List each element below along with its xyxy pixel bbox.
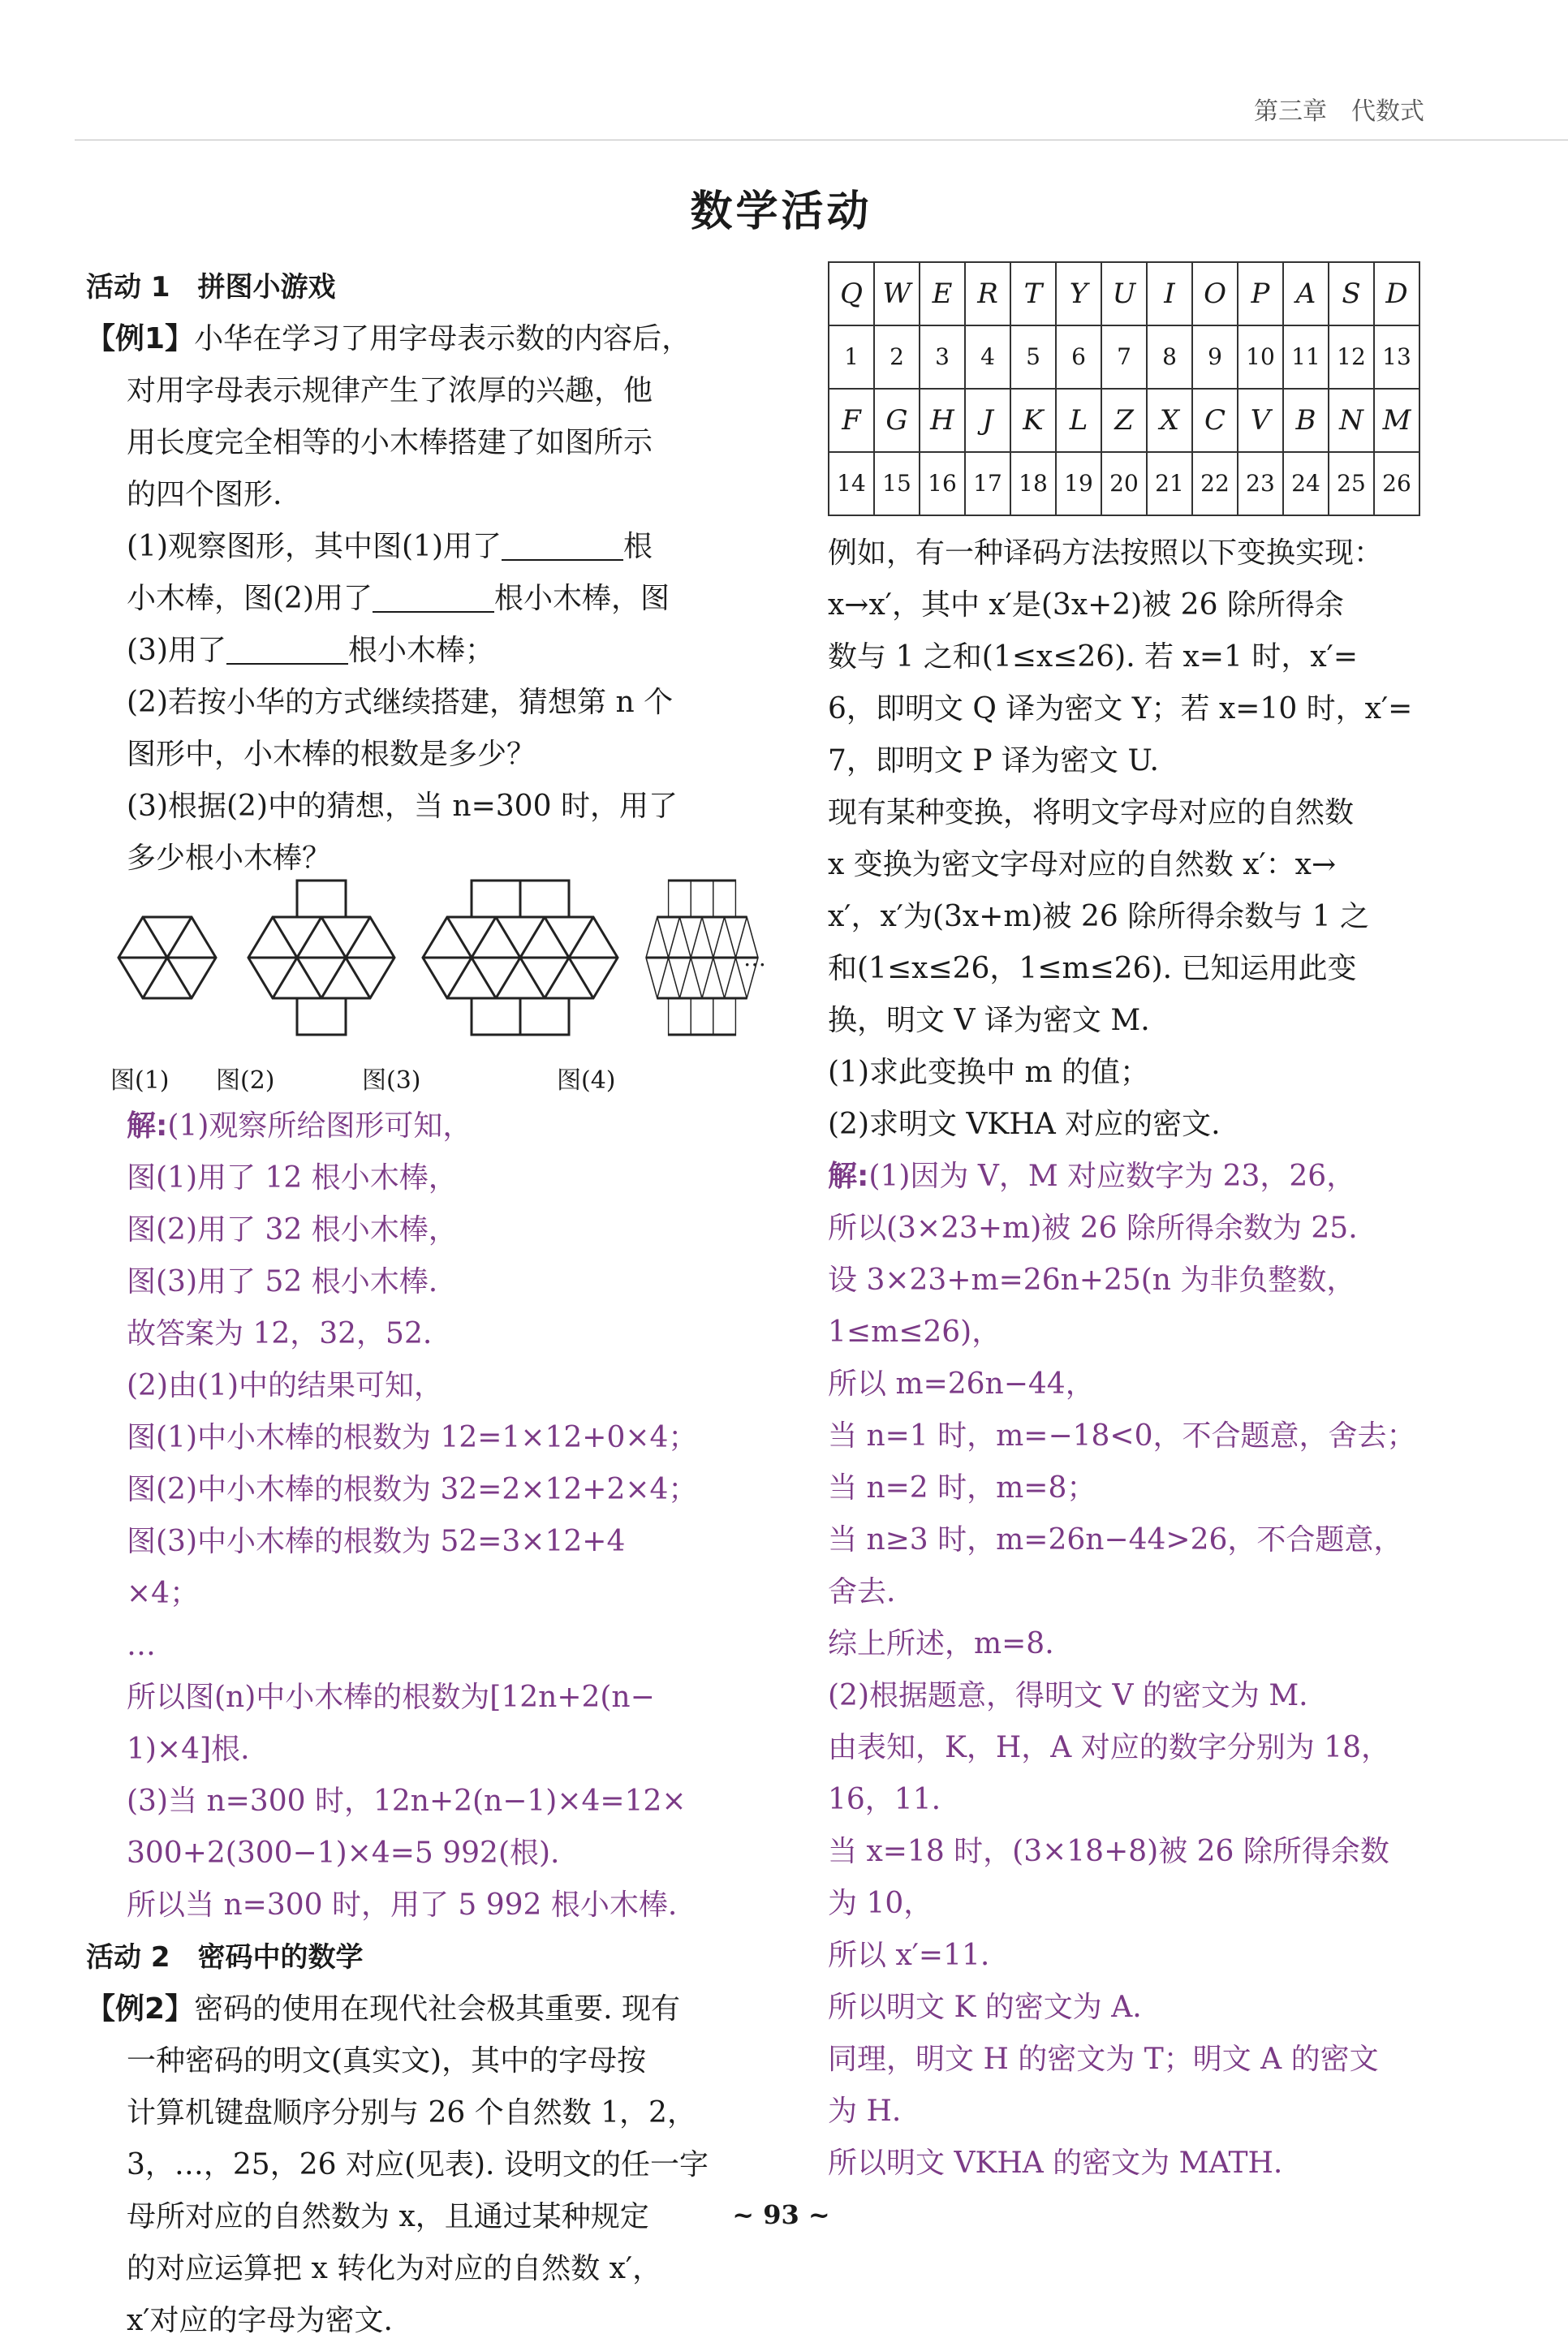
solution-line: 当 x=18 时，(3×18+8)被 26 除所得余数	[828, 1835, 1389, 1868]
figure-label: 图(2)	[216, 1066, 275, 1095]
table-cell-number: 17	[965, 452, 1010, 515]
example2-line: x′对应的字母为密文.	[127, 2304, 393, 2337]
answer-blank[interactable]	[373, 579, 494, 613]
table-cell-letter: P	[1238, 262, 1283, 325]
question3-line: (3)根据(2)中的猜想，当 n=300 时，用了	[127, 790, 678, 823]
solution-line: 综上所述，m=8.	[828, 1627, 1054, 1660]
continuation-line: 换，明文 V 译为密文 M.	[828, 1004, 1150, 1037]
table-cell-number: 25	[1329, 452, 1374, 515]
table-cell-number: 1	[829, 325, 874, 389]
table-cell-number: 16	[920, 452, 965, 515]
example2-line: 3，…，25，26 对应(见表). 设明文的任一字	[127, 2148, 709, 2181]
figure-label: 图(4)	[557, 1066, 616, 1095]
solution-line: …	[127, 1629, 156, 1662]
continuation-line: x′，x′为(3x+m)被 26 除所得余数与 1 之	[828, 900, 1370, 933]
left-column	[86, 261, 766, 2347]
table-cell-letter: W	[874, 262, 920, 325]
continuation-line: 7，即明文 P 译为密文 U.	[828, 744, 1159, 777]
example2-line: 母所对应的自然数为 x，且通过某种规定	[127, 2200, 649, 2233]
table-cell-number: 9	[1192, 325, 1238, 389]
figure-4	[646, 881, 758, 1035]
question1: (1)观察图形，其中图(1)用了 根	[86, 521, 735, 573]
solution-line: 当 n≥3 时，m=26n−44>26，不合题意，	[828, 1523, 1403, 1557]
stick-figures	[86, 901, 766, 1055]
solution-line: 故答案为 12，32，52.	[127, 1317, 433, 1350]
example1-problem	[86, 313, 735, 885]
table-cell-number: 22	[1192, 452, 1238, 515]
table-cell-letter: M	[1374, 389, 1419, 452]
solution-line: 为 H.	[828, 2095, 902, 2128]
figure-ellipsis: …	[743, 945, 766, 971]
table-cell-number: 10	[1238, 325, 1283, 389]
table-cell-letter: F	[829, 389, 874, 452]
example2-tag: 【例2】	[86, 1992, 195, 2026]
solution-line: 由表知，K，H，A 对应的数字分别为 18，	[828, 1731, 1390, 1764]
solution-line: 舍去.	[828, 1575, 896, 1608]
table-cell-number: 21	[1147, 452, 1192, 515]
stick-figures-svg	[110, 901, 766, 1047]
table-cell-letter: B	[1283, 389, 1329, 452]
table-cell-number: 8	[1147, 325, 1192, 389]
page-number: ~ 93 ~	[732, 2199, 830, 2230]
table-cell-number: 12	[1329, 325, 1374, 389]
example2-continuation	[828, 528, 1518, 1151]
table-cell-number: 19	[1056, 452, 1101, 515]
table-cell-letter: I	[1147, 262, 1192, 325]
continuation-line: 和(1≤x≤26，1≤m≤26). 已知运用此变	[828, 952, 1357, 985]
table-cell-letter: K	[1010, 389, 1056, 452]
solution-tag: 解:	[828, 1160, 869, 1193]
answer-blank[interactable]	[502, 527, 623, 561]
table-cell-letter: U	[1101, 262, 1147, 325]
solution-line: 图(3)用了 52 根小木棒.	[127, 1265, 438, 1298]
solution-line: 所以(3×23+m)被 26 除所得余数为 25.	[828, 1212, 1358, 1245]
table-cell-letter: Z	[1101, 389, 1147, 452]
continuation-line: 现有某种变换，将明文字母对应的自然数	[828, 796, 1355, 829]
table-cell-letter: J	[965, 389, 1010, 452]
table-row-letters-1	[829, 262, 1419, 325]
solution-line: 图(3)中小木棒的根数为 52=3×12+4	[127, 1525, 626, 1558]
solution-line: 设 3×23+m=26n+25(n 为非负整数，	[828, 1264, 1356, 1297]
table-cell-letter: X	[1147, 389, 1192, 452]
example2-problem	[86, 1983, 735, 2347]
solution2	[828, 1151, 1518, 2190]
table-row-numbers-2	[829, 452, 1419, 515]
example1-line: 的四个图形.	[127, 478, 282, 511]
solution-line: 1)×4]根.	[127, 1733, 250, 1766]
continuation-line: x→x′，其中 x′是(3x+2)被 26 除所得余	[828, 588, 1344, 622]
table-cell-number: 18	[1010, 452, 1056, 515]
figure-label: 图(1)	[110, 1066, 170, 1095]
table-cell-letter: A	[1283, 262, 1329, 325]
solution-line: 图(1)中小木棒的根数为 12=1×12+0×4；	[127, 1421, 698, 1454]
figure-label: 图(3)	[362, 1066, 421, 1095]
solution-line: 为 10，	[828, 1887, 933, 1920]
keyboard-code-table	[828, 261, 1420, 516]
solution-line: (2)根据题意，得明文 V 的密文为 M.	[828, 1679, 1308, 1712]
table-cell-number: 6	[1056, 325, 1101, 389]
table-row-letters-2	[829, 389, 1419, 452]
table-cell-letter: D	[1374, 262, 1419, 325]
table-cell-letter: S	[1329, 262, 1374, 325]
table-cell-number: 2	[874, 325, 920, 389]
solution-line: 所以明文 VKHA 的密文为 MATH.	[828, 2147, 1283, 2180]
solution1	[86, 1100, 735, 1931]
solution-line: 图(1)用了 12 根小木棒，	[127, 1161, 458, 1195]
example1-line: 小华在学习了用字母表示数的内容后，	[194, 322, 691, 355]
solution-line: ×4；	[127, 1577, 200, 1610]
table-cell-number: 15	[874, 452, 920, 515]
table-cell-number: 23	[1238, 452, 1283, 515]
table-cell-number: 26	[1374, 452, 1419, 515]
solution-line: 所以明文 K 的密文为 A.	[828, 1991, 1142, 2024]
table-cell-letter: Q	[829, 262, 874, 325]
solution-line: 16，11.	[828, 1783, 941, 1816]
solution-line: 1≤m≤26)，	[828, 1316, 1002, 1349]
figure-2	[248, 881, 394, 1035]
continuation-line: (2)求明文 VKHA 对应的密文.	[828, 1108, 1221, 1141]
table-cell-number: 11	[1283, 325, 1329, 389]
solution-line: (1)因为 V，M 对应数字为 23，26，	[868, 1160, 1356, 1193]
table-cell-letter: N	[1329, 389, 1374, 452]
continuation-line: x 变换为密文字母对应的自然数 x′：x→	[828, 848, 1337, 881]
example1-line: 用长度完全相等的小木棒搭建了如图所示	[127, 426, 653, 459]
figure-1	[118, 917, 216, 998]
question1-cont: (3)用了 根小木棒；	[86, 625, 735, 677]
table-cell-letter: T	[1010, 262, 1056, 325]
continuation-line: (1)求此变换中 m 的值；	[828, 1056, 1150, 1089]
table-cell-number: 3	[920, 325, 965, 389]
solution-line: 当 n=1 时，m=−18<0，不合题意，舍去；	[828, 1419, 1416, 1453]
table-cell-letter: O	[1192, 262, 1238, 325]
table-cell-letter: V	[1238, 389, 1283, 452]
question2-line: (2)若按小华的方式继续搭建，猜想第 n 个	[127, 686, 674, 719]
figure-3	[423, 881, 618, 1035]
table-cell-letter: E	[920, 262, 965, 325]
solution-line: 所以 m=26n−44，	[828, 1367, 1095, 1401]
example2-line: 一种密码的明文(真实文)，其中的字母按	[127, 2044, 647, 2078]
table-cell-letter: Y	[1056, 262, 1101, 325]
solution-line: 300+2(300−1)×4=5 992(根).	[127, 1837, 560, 1870]
solution-line: (3)当 n=300 时，12n+2(n−1)×4=12×	[127, 1785, 687, 1818]
continuation-line: 6，即明文 Q 译为密文 Y；若 x=10 时，x′=	[828, 692, 1413, 726]
example2-line: 的对应运算把 x 转化为对应的自然数 x′，	[127, 2252, 662, 2285]
table-cell-number: 5	[1010, 325, 1056, 389]
solution-line: (1)观察所给图形可知，	[167, 1109, 472, 1143]
activity1-heading: 活动 1 拼图小游戏	[86, 271, 336, 304]
solution-line: 同理，明文 H 的密文为 T；明文 A 的密文	[828, 2043, 1379, 2076]
question2-line: 图形中，小木棒的根数是多少？	[127, 738, 536, 771]
solution-line: 图(2)中小木棒的根数为 32=2×12+2×4；	[127, 1473, 698, 1506]
table-cell-letter: G	[874, 389, 920, 452]
example1-line: 对用字母表示规律产生了浓厚的兴趣，他	[127, 374, 653, 407]
page-title: 数学活动	[690, 187, 872, 236]
table-cell-letter: L	[1056, 389, 1101, 452]
table-cell-number: 20	[1101, 452, 1147, 515]
solution-line: 图(2)用了 32 根小木棒，	[127, 1213, 458, 1247]
table-row-numbers-1	[829, 325, 1419, 389]
question3-line: 多少根小木棒？	[127, 842, 332, 875]
table-cell-number: 14	[829, 452, 874, 515]
table-cell-number: 7	[1101, 325, 1147, 389]
table-cell-letter: H	[920, 389, 965, 452]
right-column	[828, 261, 1518, 2190]
example1-tag: 【例1】	[86, 322, 195, 355]
answer-blank[interactable]	[226, 631, 348, 665]
table-cell-letter: C	[1192, 389, 1238, 452]
chapter-header: 第三章 代数式	[1254, 97, 1424, 126]
example2-line: 密码的使用在现代社会极其重要. 现有	[194, 1992, 680, 2026]
continuation-line: 数与 1 之和(1≤x≤26). 若 x=1 时，x′=	[828, 640, 1359, 674]
solution-line: 当 n=2 时，m=8；	[828, 1471, 1096, 1505]
example2-line: 计算机键盘顺序分别与 26 个自然数 1，2，	[127, 2096, 696, 2130]
figure-labels	[86, 1055, 735, 1100]
continuation-line: 例如，有一种译码方法按照以下变换实现：	[828, 536, 1384, 570]
table-cell-letter: R	[965, 262, 1010, 325]
solution-line: (2)由(1)中的结果可知，	[127, 1369, 443, 1402]
solution-line: 所以图(n)中小木棒的根数为[12n+2(n−	[127, 1681, 655, 1714]
table-cell-number: 24	[1283, 452, 1329, 515]
question1-cont: 小木棒，图(2)用了 根小木棒，图	[86, 573, 735, 625]
solution-line: 所以当 n=300 时，用了 5 992 根小木棒.	[127, 1888, 678, 1922]
activity2-heading: 活动 2 密码中的数学	[86, 1941, 364, 1974]
solution-tag: 解:	[127, 1109, 168, 1143]
table-cell-number: 4	[965, 325, 1010, 389]
table-cell-number: 13	[1374, 325, 1419, 389]
solution-line: 所以 x′=11.	[828, 1939, 990, 1972]
